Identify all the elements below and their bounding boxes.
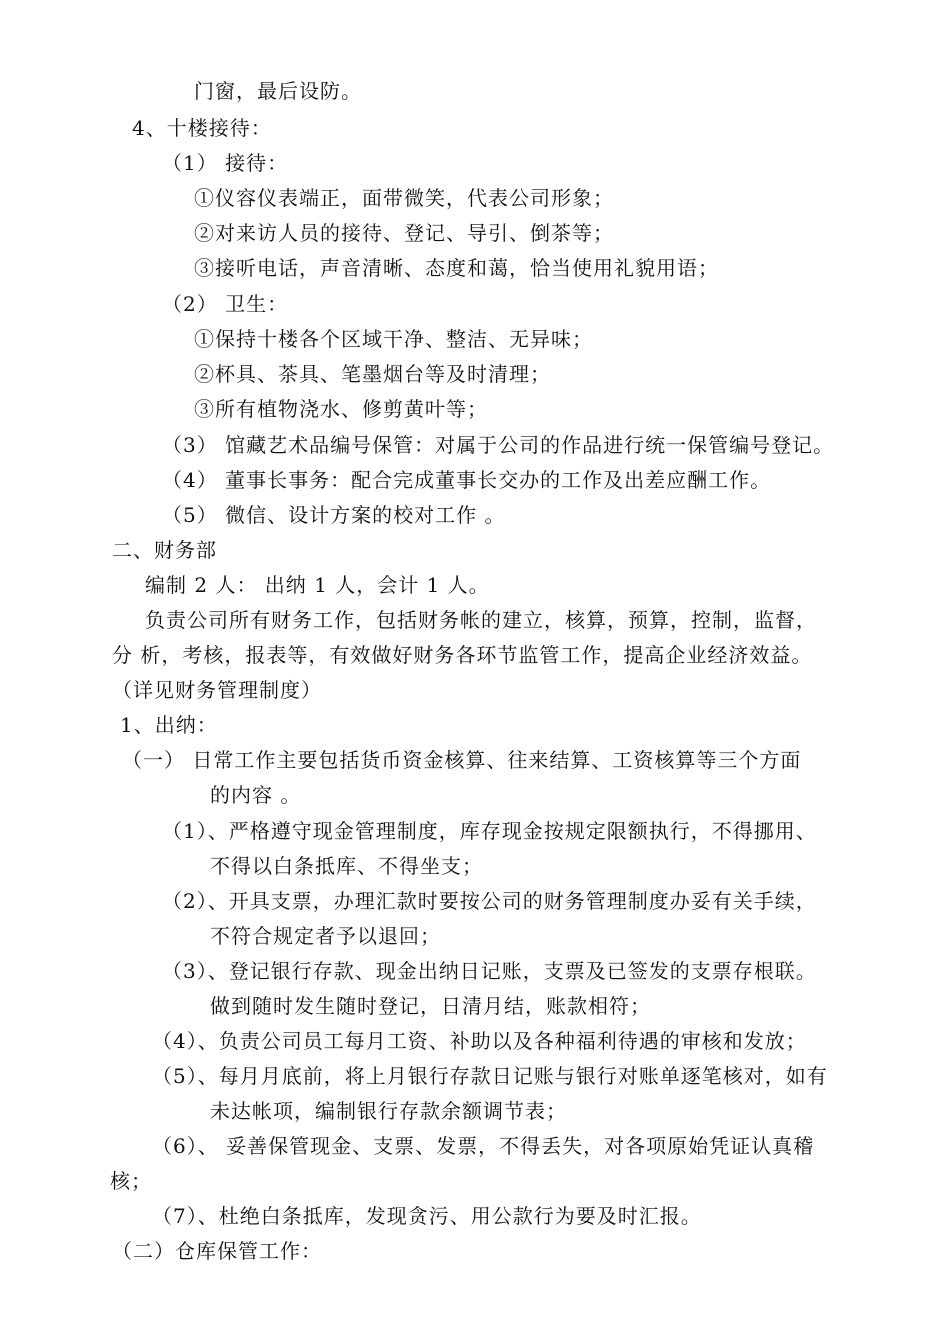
list-item: （5） 微信、设计方案的校对工作 。 [162,503,506,527]
list-item-continuation: 核； [110,1169,152,1193]
list-item: （5）、每月月底前，将上月银行存款日记账与银行对账单逐笔核对，如有 [152,1064,828,1088]
list-item-continuation: 不符合规定者予以退回； [210,924,441,948]
list-item: ①仪容仪表端正，面带微笑，代表公司形象； [194,186,614,210]
list-item-continuation: 未达帐项，编制银行存款余额调节表； [210,1099,567,1123]
list-item: （4） 董事长事务：配合完成董事长交办的工作及出差应酬工作。 [162,468,772,492]
list-item: ①保持十楼各个区域干净、整洁、无异味； [194,327,593,351]
list-item-continuation: 不得以白条抵库、不得坐支； [210,854,483,878]
list-item: （6）、 妥善保管现金、支票、发票，不得丢失，对各项原始凭证认真稽 [152,1134,815,1158]
list-item: ③所有植物浇水、修剪黄叶等； [194,397,488,421]
list-item: ②对来访人员的接待、登记、导引、倒茶等； [194,221,614,245]
list-item: （2）、开具支票，办理汇款时要按公司的财务管理制度办妥有关手续， [162,889,817,913]
paragraph-line: 负责公司所有财务工作，包括财务帐的建立，核算，预算，控制，监督， [145,608,817,632]
list-item: （3）、登记银行存款、现金出纳日记账，支票及已签发的支票存根联。 [162,959,817,983]
section-heading: 4、十楼接待： [132,116,272,140]
paragraph-line: 的内容 。 [210,783,302,807]
section-heading: 二、财务部 [112,538,217,562]
list-item: （4）、负责公司员工每月工资、补助以及各种福利待遇的审核和发放； [152,1029,807,1053]
paragraph-line: 分 析，考核，报表等，有效做好财务各环节监管工作，提高企业经济效益。 [112,643,813,667]
list-item: ②杯具、茶具、笔墨烟台等及时清理； [194,362,551,386]
subsection-heading: （一） 日常工作主要包括货币资金核算、往来结算、工资核算等三个方面 [122,748,802,772]
paragraph-line: 编制 2 人： 出纳 1 人，会计 1 人。 [145,573,490,597]
paragraph-line: （详见财务管理制度） [112,678,322,702]
subsection-heading: （1） 接待： [162,151,289,175]
subsection-heading: （2） 卫生： [162,292,289,316]
list-item: ③接听电话，声音清晰、态度和蔼，恰当使用礼貌用语； [194,256,719,280]
list-item: （3） 馆藏艺术品编号保管：对属于公司的作品进行统一保管编号登记。 [162,433,835,457]
list-item-continuation: 做到随时发生随时登记，日清月结，账款相符； [210,994,651,1018]
list-item: （7）、杜绝白条抵库，发现贪污、用公款行为要及时汇报。 [152,1204,702,1228]
section-heading: 1、出纳： [120,713,218,737]
list-item: （1）、严格遵守现金管理制度，库存现金按规定限额执行，不得挪用、 [162,819,817,843]
text-line: 门窗，最后设防。 [194,79,362,103]
subsection-heading: （二）仓库保管工作： [112,1239,322,1263]
